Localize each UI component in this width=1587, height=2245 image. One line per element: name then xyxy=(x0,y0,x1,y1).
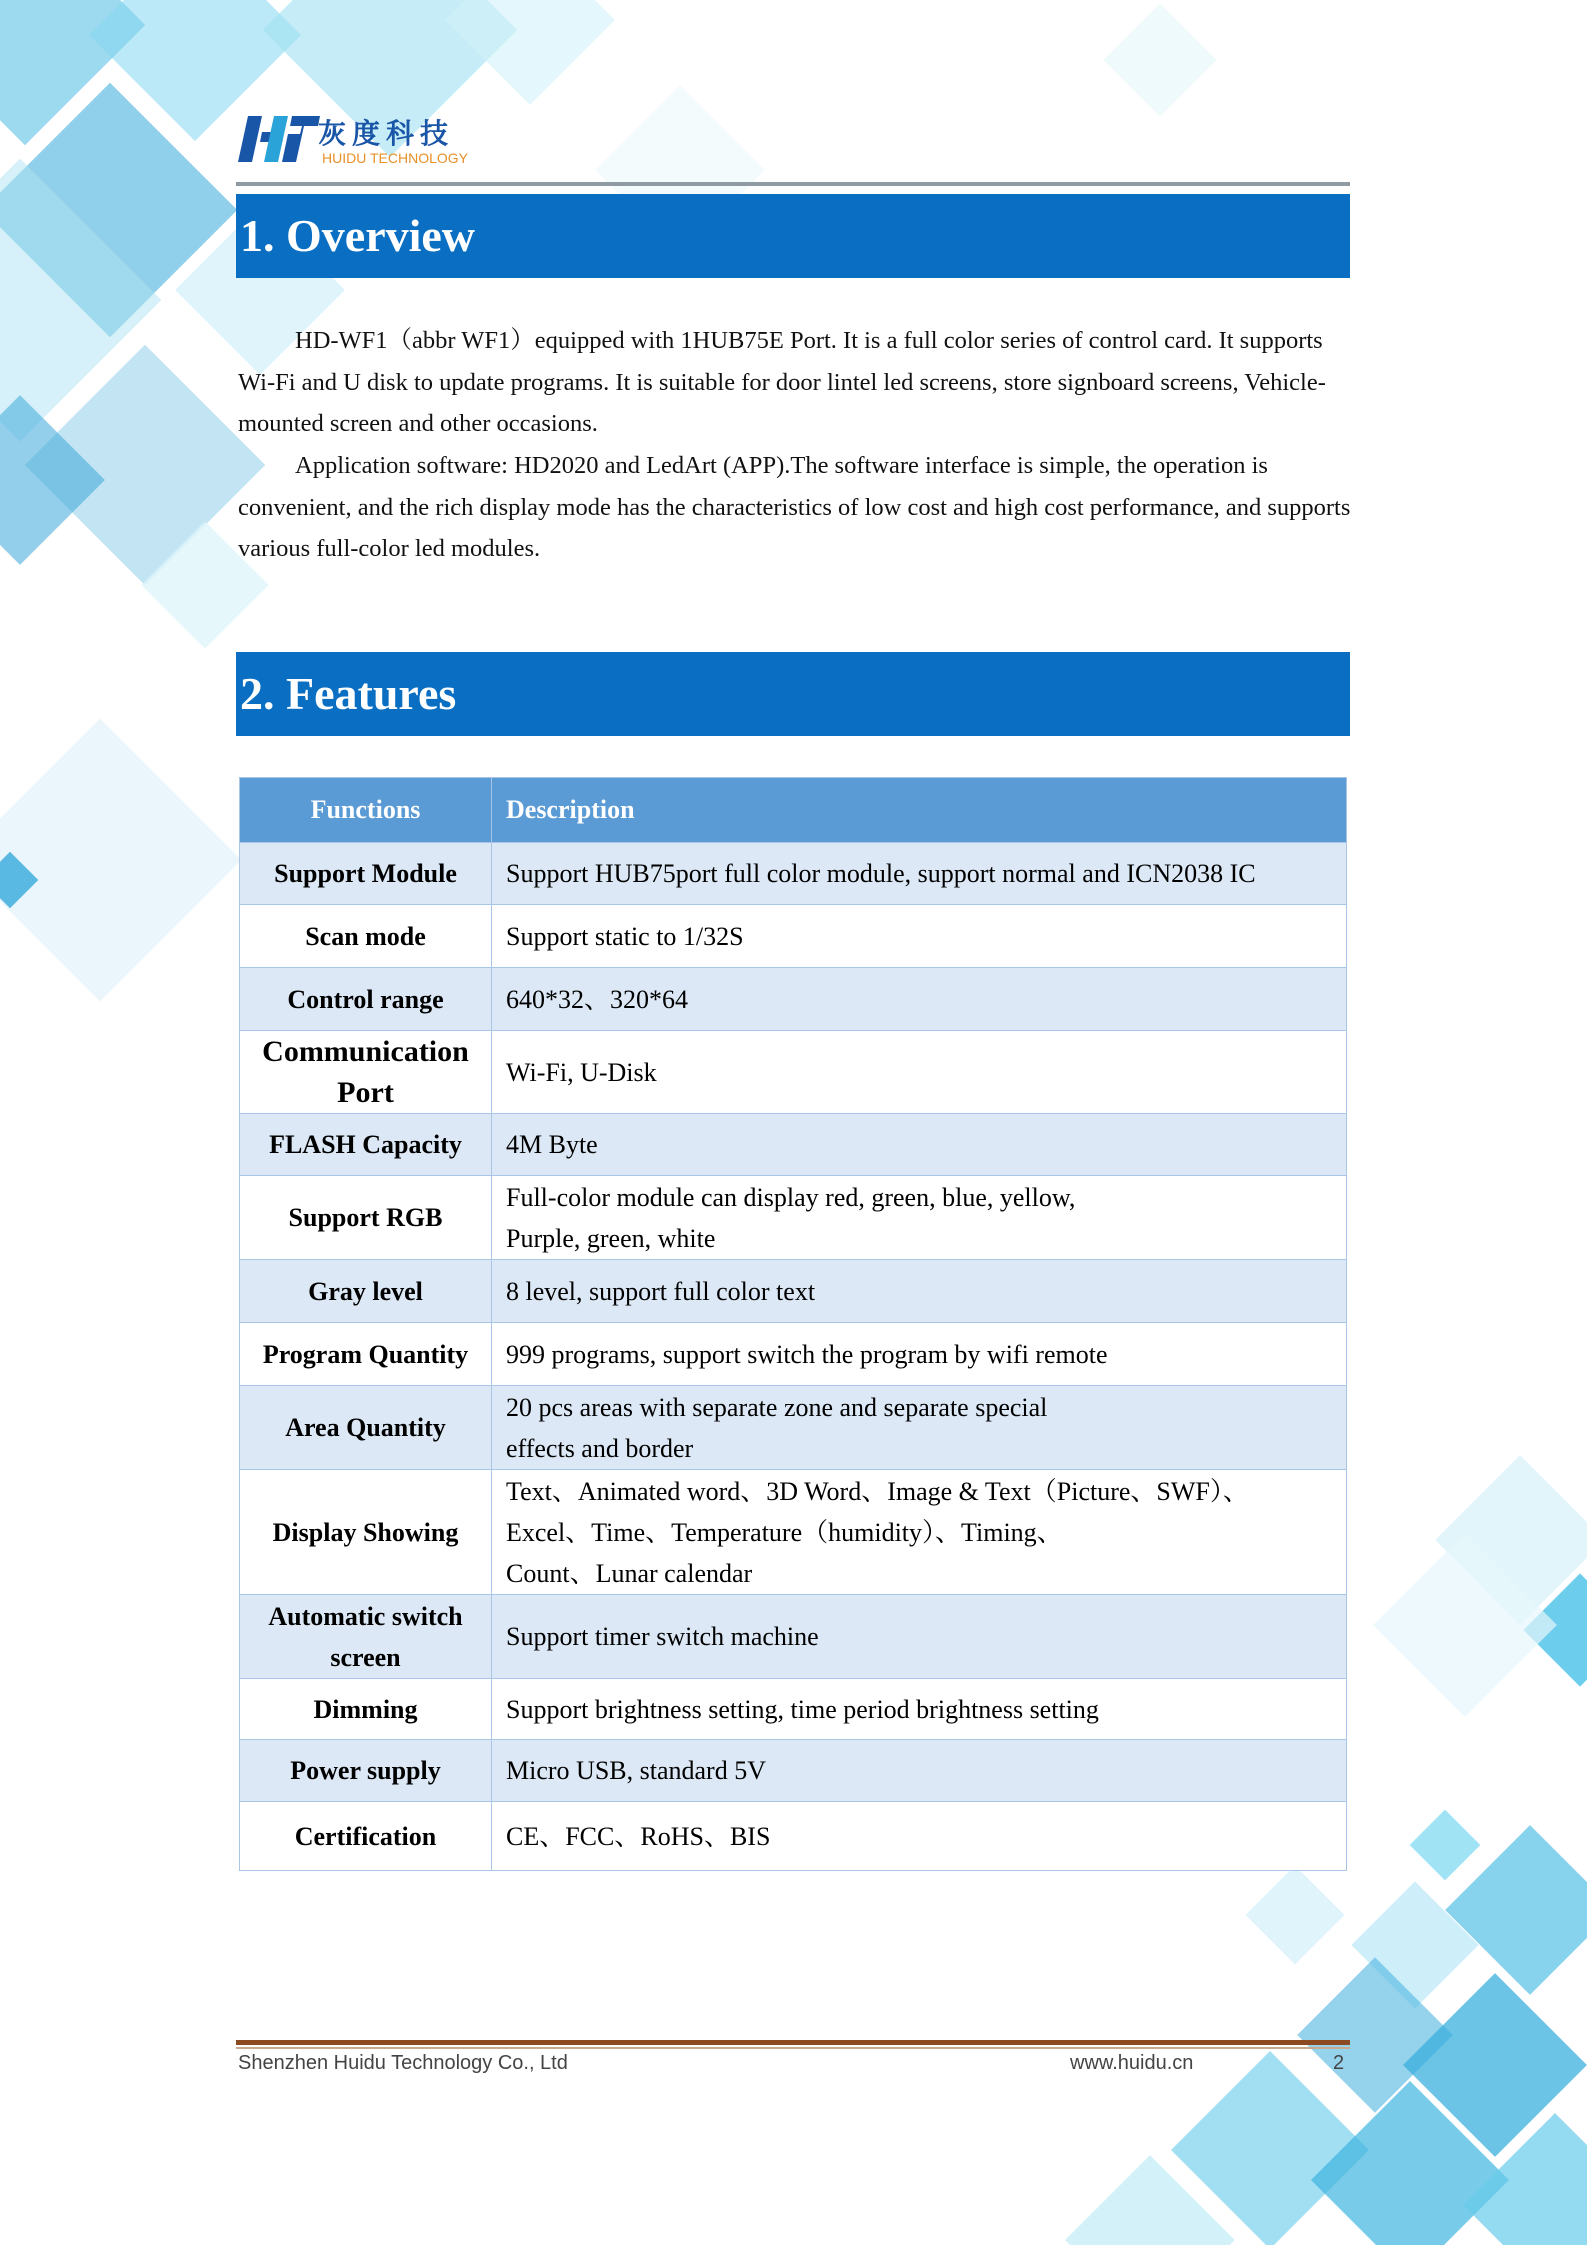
description-line: 20 pcs areas with separate zone and separate special xyxy=(506,1392,1048,1422)
description-line: Full-color module can display red, green, blue, yellow, xyxy=(506,1182,1076,1212)
function-cell: Power supply xyxy=(240,1740,492,1802)
description-cell xyxy=(492,1386,1347,1470)
huidu-logo-icon xyxy=(238,112,322,168)
function-cell: Program Quantity xyxy=(240,1323,492,1386)
table-row xyxy=(240,1679,1347,1740)
logo-english-name: HUIDU TECHNOLOGY xyxy=(322,150,468,166)
table-row xyxy=(240,1323,1347,1386)
header-rule xyxy=(236,182,1350,186)
description-line: Micro USB, standard 5V xyxy=(506,1756,766,1785)
table-row xyxy=(240,1031,1347,1114)
table-row xyxy=(240,1176,1347,1260)
table-row xyxy=(240,1470,1347,1595)
description-cell xyxy=(492,1176,1347,1260)
table-row xyxy=(240,968,1347,1031)
footer-rule-thin xyxy=(236,2047,1350,2049)
function-cell: Automatic switch screen xyxy=(240,1595,492,1679)
description-cell xyxy=(492,843,1347,905)
function-cell: Area Quantity xyxy=(240,1386,492,1470)
features-heading: 2. Features xyxy=(236,652,1350,736)
footer-rule xyxy=(236,2040,1350,2045)
table-row xyxy=(240,1114,1347,1176)
logo-chinese-name: 灰度科技 xyxy=(318,117,455,150)
description-line: Excel、Time、Temperature（humidity）、Timing、 xyxy=(506,1517,1063,1547)
function-cell: Support Module xyxy=(240,843,492,905)
description-line: Support static to 1/32S xyxy=(506,921,744,951)
description-line: Wi-Fi, U-Disk xyxy=(506,1057,657,1087)
function-cell: FLASH Capacity xyxy=(240,1114,492,1176)
table-row xyxy=(240,1740,1347,1802)
description-cell xyxy=(492,968,1347,1031)
footer-company: Shenzhen Huidu Technology Co., Ltd xyxy=(238,2052,568,2074)
description-line: Support brightness setting, time period brightness setting xyxy=(506,1694,1099,1724)
page-number: 2 xyxy=(1333,2052,1345,2074)
description-line: effects and border xyxy=(506,1433,694,1463)
description-line: Purple, green, white xyxy=(506,1223,716,1253)
description-line: 8 level, support full color text xyxy=(506,1276,816,1306)
function-cell: Dimming xyxy=(240,1679,492,1740)
description-line: 640*32、320*64 xyxy=(506,984,689,1014)
description-cell xyxy=(492,1323,1347,1386)
description-line: Text、Animated word、3D Word、Image & Text（Picture、SWF）、 xyxy=(506,1476,1249,1506)
description-cell xyxy=(492,1802,1347,1871)
function-cell: Gray level xyxy=(240,1260,492,1323)
table-row xyxy=(240,1595,1347,1679)
description-cell xyxy=(492,905,1347,968)
table-header-row xyxy=(240,778,1347,843)
features-table xyxy=(239,777,1347,1871)
description-line: CE、FCC、RoHS、BIS xyxy=(506,1821,771,1851)
column-header-functions: Functions xyxy=(240,778,492,843)
description-line: Support timer switch machine xyxy=(506,1622,819,1651)
description-line: 4M Byte xyxy=(506,1130,598,1159)
description-line: 999 programs, support switch the program by wifi remote xyxy=(506,1339,1108,1369)
description-cell xyxy=(492,1031,1347,1114)
table-row xyxy=(240,905,1347,968)
description-cell xyxy=(492,1260,1347,1323)
description-cell xyxy=(492,1740,1347,1802)
overview-paragraph-2: Application software: HD2020 and LedArt (APP).The software interface is simple, the operation is convenient, and the rich display mode has the characteristics of low cost and high cost performance, and supports various full-color led modules. xyxy=(238,452,1351,562)
footer-website: www.huidu.cn xyxy=(1070,2052,1194,2074)
table-row xyxy=(240,1386,1347,1470)
function-cell: Display Showing xyxy=(240,1470,492,1595)
function-cell: Support RGB xyxy=(240,1176,492,1260)
description-cell xyxy=(492,1114,1347,1176)
function-cell: Scan mode xyxy=(240,905,492,968)
function-cell: Communication Port xyxy=(240,1031,492,1114)
description-line: Support HUB75port full color module, support normal and ICN2038 IC xyxy=(506,859,1256,888)
column-header-description: Description xyxy=(492,778,1347,843)
function-cell: Control range xyxy=(240,968,492,1031)
description-cell xyxy=(492,1470,1347,1595)
function-cell: Certification xyxy=(240,1802,492,1871)
table-row xyxy=(240,1802,1347,1871)
overview-heading: 1. Overview xyxy=(236,194,1350,278)
overview-paragraph-1: HD-WF1（abbr WF1）equipped with 1HUB75E Port. It is a full color series of control card. It supports Wi-Fi and U disk to update programs. It is suitable for door lintel led screens, store signboard screens, Vehicle-mounted screen and other occasions. xyxy=(238,327,1326,437)
company-logo xyxy=(238,108,498,170)
table-row xyxy=(240,1260,1347,1323)
description-line: Count、Lunar calendar xyxy=(506,1558,753,1588)
table-row xyxy=(240,843,1347,905)
description-cell xyxy=(492,1595,1347,1679)
description-cell xyxy=(492,1679,1347,1740)
